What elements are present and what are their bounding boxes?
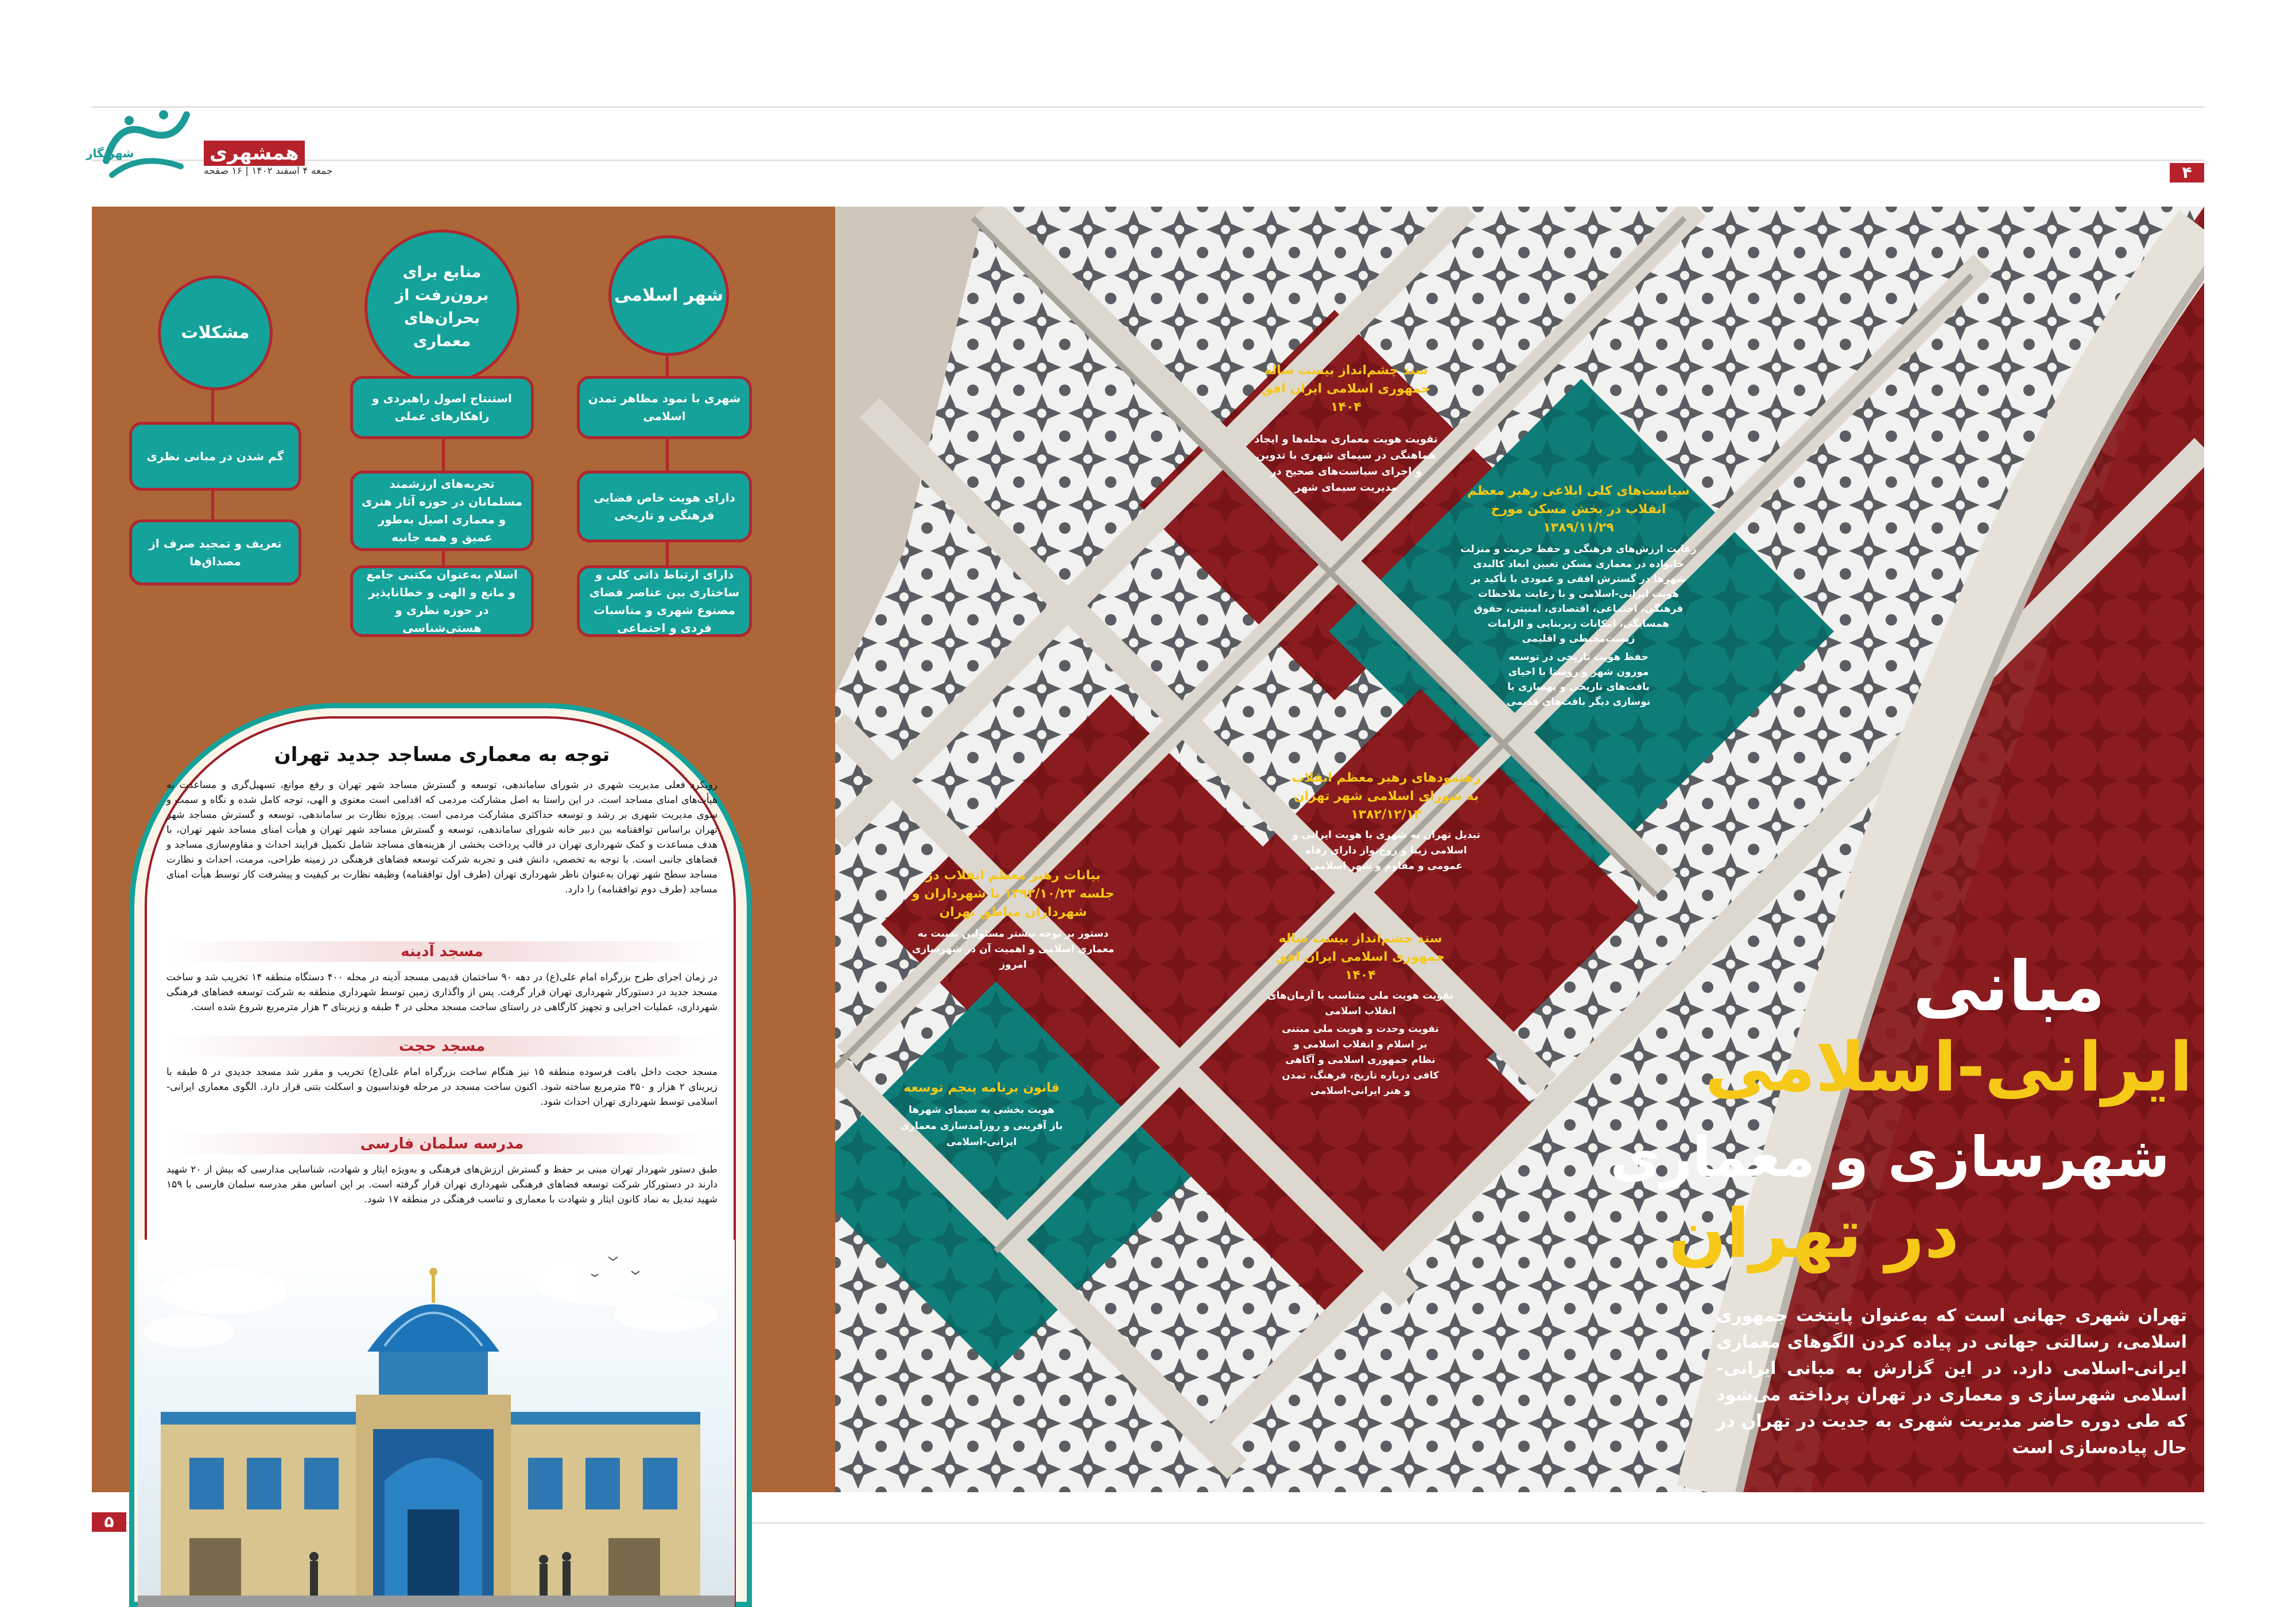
diamond-bullet: دستور بر توجه بیشتر مسئولین نسبت به معماری اسلامی و اهمیت آن در شهرسازی امروز: [912, 928, 1115, 971]
diagram-item: شهری با نمود مظاهر تمدن اسلامی: [577, 376, 752, 439]
diamond-heading: سیاست‌های کلی ابلاغی رهبر معظم انقلاب در بخش مسکن مورخ ۱۳۸۹/۱۱/۲۹: [1467, 484, 1690, 535]
diamond-bullet: حفظ هویت تاریخی در توسعه موزون شهر و روستا با احیای بافت‌های تاریخی و بهسازی یا نوسازی دیگر بافت‌های قدیمی: [1506, 651, 1651, 708]
diagram-item: دارای ارتباط ذاتی کلی و ساختاری بین عناصر فضای مصنوع شهری و مناسبات فردی و اجتماعی: [577, 565, 752, 637]
diamond-heading: قانون برنامه پنجم توسعه: [903, 1081, 1060, 1095]
diamond-vision-1404: [1251, 362, 1441, 496]
page-number-left: ۵: [92, 1512, 126, 1532]
dateline: جمعه ۴ اسفند ۱۴۰۲ | ۱۶ صفحه: [204, 165, 333, 177]
shahrnegar-logo: [95, 98, 198, 184]
mosque-drawing: [138, 1240, 735, 1607]
page-number-right: ۴: [2170, 163, 2204, 183]
diamond-bullet: تقویت وحدت و هویت ملی مبتنی بر اسلام و انقلاب اسلامی و نظام جمهوری اسلامی و آگاهی کافی درباره تاریخ، فرهنگ، تمدن و هنر ایرانی-اسلامی: [1282, 1023, 1439, 1097]
diamond-heading: رهنمودهای رهبر معظم انقلاب به شورای اسلامی شهر تهران ۱۳۸۲/۱۲/۱۳: [1292, 771, 1481, 822]
diamond-housing-policy: [1458, 482, 1699, 709]
diamond-leader-guidelines: [1292, 769, 1481, 874]
diagram-item: تجربه‌های ارزشمند مسلمانان در حوزه آثار هنری و معماری اصیل به‌طور عمیق و همه جانبه: [350, 471, 534, 551]
diagram-item: استنتاج اصول راهبردی و راهکارهای عملی: [350, 376, 534, 439]
diagram-item: تعریف و تمجید صرف از مصداق‌ها: [129, 519, 301, 585]
headline-line3: شهرسازی و معماری: [1610, 1125, 2170, 1189]
diamond-bullet: هویت بخشی به سیمای شهرها: [908, 1104, 1055, 1116]
diamond-fifth-plan: [895, 1079, 1068, 1150]
section-heading: مسجد آدینه: [166, 941, 718, 962]
article-title: توجه به معماری مساجد جدید تهران: [274, 743, 610, 766]
diamond-bullet: تبدیل تهران به شهری با هویت ایرانی و اسلامی زیبا و روح‌نواز دارای رفاه عمومی و مقاوم و شهر اسلامی: [1292, 829, 1480, 872]
diagram-title-problems: مشکلات: [158, 275, 273, 390]
section-text: مسجد حجت داخل بافت فرسوده منطقه ۱۵ نیز هنگام ساخت بزرگراه امام علی(ع) تخریب و مقرر شد مسجد جدیدی در ۵ طبقه با زیربنای ۲ هزار و ۳۵۰ مترمربع ساخته شود. اکنون ساخت مسجد در مرحله فونداسیون و اسکلت بتنی قرار دارد. الگوی معماری ایرانی-اسلامی توسط شهرداری تهران احداث شود.: [166, 1066, 718, 1108]
section-heading: مسجد حجت: [166, 1036, 718, 1057]
headline-line2: ایرانی-اسلامی: [1705, 1027, 2193, 1107]
diamond-bullet: رعایت ارزش‌های فرهنگی و حفظ حرمت و منزلت خانواده در معماری مسکن تعیین ابعاد کالبدی شهرها در گسترش افقی و عمودی با تأکید بر هویت ایرانی-اسلامی و با رعایت ملاحظات فرهنگی، اجتماعی، اقتصادی، امنیتی، حقوق همسایگی، امکانات زیربنایی و الزامات زیست‌محیطی و اقلیمی: [1460, 544, 1697, 645]
diamond-heading: سند چشم‌انداز بیست ساله جمهوری اسلامی ایران افق ۱۴۰۴: [1261, 363, 1431, 414]
section-text: طبق دستور شهردار تهران مبنی بر حفظ و گسترش ارزش‌های فرهنگی و به‌ویژه ایثار و شهادت، شناسایی مدارسی که بیش از ۲۰ شهید دارند در دستورکار شرکت توسعه فضاهای فرهنگی شهرداری تهران قرار گرفته است. بر این اساس مقر مدرسه سلمان فارسی با ۱۵۹ شهید تبدیل به نماد کانون ایثار و شهادت با معماری و تناسب فرهنگی در منطقه ۱۷ شود.: [166, 1164, 718, 1205]
lattice-facade: [835, 207, 2204, 1492]
section-heading: مدرسه سلمان فارسی: [166, 1134, 718, 1154]
diamond-vision-1404-b: [1263, 930, 1458, 1099]
diamond-bullet: تقویت هویت معماری محله‌ها و ایجاد هماهنگی در سیمای شهری با تدوین و اجرای سیاست‌های صحیح در مدیریت سیمای شهر: [1254, 433, 1438, 494]
diamond-bullet: باز آفرینی و روزآمدسازی معماری ایرانی-اسلامی: [900, 1120, 1063, 1148]
logo-main-text: شهرنگار: [86, 146, 134, 160]
diagram-item: دارای هویت خاص فضایی فرهنگی و تاریخی: [577, 471, 752, 542]
article-intro: رویکرد فعلی مدیریت شهری در شورای ساماندهی، توسعه و گسترش مساجد شهر تهران و رفع موانع، تسهیل‌گری و مساعدت به هیأت‌های امنای مساجد است. در این راستا به اصل مشارکت مردمی که اقدامی است معنوی و الهی، توجه کامل شده و نگاه و سمت و سوی مدیریت شهری بر رشد و توسعه حداکثری مشارکت مردمی است. پروژه نظارت بر ساماندهی، توسعه و گسترش مساجد شهر تهران براساس توافقنامه بین دبیر خانه شورای ساماندهی، توسعه و گسترش مساجد شهر تهران و هیأت امنای مساجد شهر تهران، با هدف مساعدت و کمک شهرداری تهران در قالب پرداخت بخشی از هزینه‌های مساجد شامل تکمیل فرایند احداث و مقاوم‌سازی مساجد و فضاهای جانبی است. با توجه به تخصص، دانش فنی و تجربه شرکت توسعه فضاهای فرهنگی در زمینه طراحی، مرمت، احداث و نظارت مساجد سطح شهر تهران به‌عنوان ناظر شهرداری تهران (طرف اول توافقنامه) وظیفه نظارت بر کیفیت و پیشرفت کار توسط هیأت امنای مساجد (طرف دوم توافقنامه) را دارد.: [166, 779, 718, 895]
headline-line1: مبانی: [1913, 947, 2105, 1027]
lead-paragraph: تهران شهری جهانی است که به‌عنوان پایتخت جمهوری اسلامی، رسالتی جهانی در پیاده کردن الگوهای معماری ایرانی-اسلامی دارد. در این گزارش به مبانی ایرانی-اسلامی شهرسازی و معماری در تهران پرداخته می‌شود که طی دوره حاضر مدیریت شهری به جدیت در تهران در حال پیاده‌سازی است: [1716, 1306, 2187, 1458]
diagram-title-islamic-city: شهر اسلامی: [608, 235, 729, 356]
diamond-heading: سند چشم‌انداز بیست ساله جمهوری اسلامی ایران افق ۱۴۰۴: [1275, 931, 1445, 983]
diagram-title-resources: منابع برای برون‌رفت از بحران‌های معماری: [364, 230, 519, 385]
diagram-item: اسلام به‌عنوان مکتبی جامع و مانع و الهی و خطاناپذیر در حوزه نظری و هستی‌شناسی: [350, 565, 534, 637]
diamond-bullet: تقویت هویت ملی متناسب با آرمان‌های انقلاب اسلامی: [1267, 990, 1453, 1017]
headline-line4: در تهران: [1668, 1194, 1960, 1273]
logo-sub-badge: همشهری: [204, 141, 305, 166]
diamond-leader-statements: [907, 867, 1119, 973]
hero-photo: [835, 207, 2204, 1492]
diamond-heading: بیانات رهبر معظم انقلاب در جلسه ۱۳۹۲/۱۰/۲۳ با شهرداران و شهرداران مناطق تهران: [912, 868, 1115, 919]
section-text: در زمان اجرای طرح بزرگراه امام علی(ع) در دهه ۹۰ ساختمان قدیمی مسجد آدینه در محله ۴۰۰ دستگاه منطقه ۱۴ تخریب شد و ساخت مسجد جدید در دستورکار شهرداری تهران قرار گرفت. پس از واگذاری زمین توسط شهرداری منطقه به شرکت توسعه فضاهای فرهنگی شهرداری، عملیات اجرایی و تجهیز کارگاهی در راستای ساخت مسجد محلی در ۴ طبقه و زیربنای ۳ هزار مترمربع شروع شده است.: [166, 972, 718, 1013]
diagram-item: گم شدن در مبانی نظری: [129, 422, 301, 491]
